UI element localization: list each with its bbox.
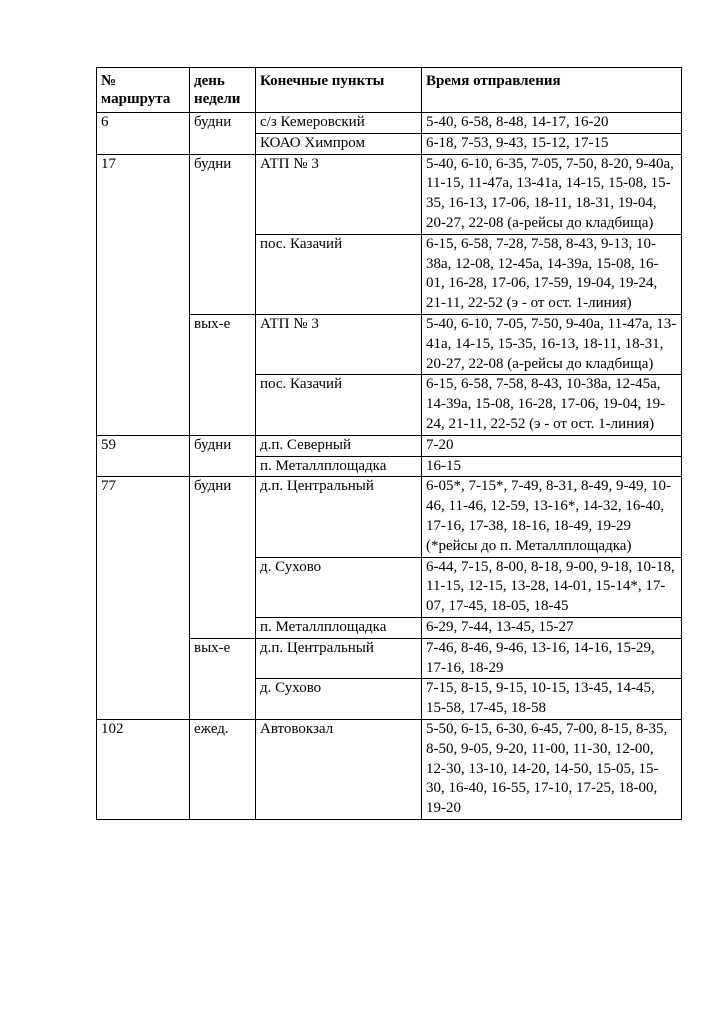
endpoint-cell: д. Сухово	[256, 679, 422, 720]
day-cell: будни	[190, 435, 256, 477]
departure-times-cell: 7-46, 8-46, 9-46, 13-16, 14-16, 15-29, 17-16, 18-29	[422, 638, 682, 679]
route-number-cell: 77	[97, 477, 190, 720]
departure-times-cell: 5-40, 6-10, 7-05, 7-50, 9-40а, 11-47а, 13-41а, 14-15, 15-35, 16-13, 18-11, 18-31, 20-27, 22-08 (а-рейсы до кладбища)	[422, 314, 682, 374]
table-row	[97, 154, 682, 234]
endpoint-cell: д.п. Центральный	[256, 477, 422, 557]
header-row	[97, 68, 682, 113]
table-row	[97, 719, 682, 819]
table-row	[97, 435, 682, 456]
header-route-number: № маршрута	[97, 68, 190, 113]
header-endpoints: Конечные пункты	[256, 68, 422, 113]
departure-times-cell: 5-50, 6-15, 6-30, 6-45, 7-00, 8-15, 8-35, 8-50, 9-05, 9-20, 11-00, 11-30, 12-00, 12-30, 13-10, 14-20, 14-50, 15-05, 15-30, 16-40, 16-55, 17-10, 17-25, 18-00, 19-20	[422, 719, 682, 819]
route-number-cell: 102	[97, 719, 190, 819]
endpoint-cell: п. Металлплощадка	[256, 617, 422, 638]
day-cell: ежед.	[190, 719, 256, 819]
table-row	[97, 113, 682, 134]
endpoint-cell: АТП № 3	[256, 154, 422, 234]
endpoint-cell: пос. Казачий	[256, 375, 422, 435]
endpoint-cell: д.п. Центральный	[256, 638, 422, 679]
departure-times-cell: 7-15, 8-15, 9-15, 10-15, 13-45, 14-45, 15-58, 17-45, 18-58	[422, 679, 682, 720]
route-number-cell: 17	[97, 154, 190, 435]
departure-times-cell: 6-15, 6-58, 7-58, 8-43, 10-38а, 12-45а, 14-39а, 15-08, 16-28, 17-06, 19-04, 19-24, 21-11, 22-52 (э - от ост. 1-линия)	[422, 375, 682, 435]
endpoint-cell: д.п. Северный	[256, 435, 422, 456]
endpoint-cell: п. Металлплощадка	[256, 456, 422, 477]
endpoint-cell: Автовокзал	[256, 719, 422, 819]
schedule-table	[96, 67, 682, 820]
endpoint-cell: АТП № 3	[256, 314, 422, 374]
table-row	[97, 477, 682, 557]
departure-times-cell: 5-40, 6-58, 8-48, 14-17, 16-20	[422, 113, 682, 134]
departure-times-cell: 16-15	[422, 456, 682, 477]
endpoint-cell: КОАО Химпром	[256, 133, 422, 154]
day-cell: вых-е	[190, 638, 256, 719]
endpoint-cell: с/з Кемеровский	[256, 113, 422, 134]
endpoint-cell: пос. Казачий	[256, 234, 422, 314]
departure-times-cell: 6-44, 7-15, 8-00, 8-18, 9-00, 9-18, 10-18, 11-15, 12-15, 13-28, 14-01, 15-14*, 17-07, 17-45, 18-05, 18-45	[422, 557, 682, 617]
departure-times-cell: 7-20	[422, 435, 682, 456]
departure-times-cell: 6-15, 6-58, 7-28, 7-58, 8-43, 9-13, 10-38а, 12-08, 12-45а, 14-39а, 15-08, 16-01, 16-28, 17-06, 17-59, 19-04, 19-24, 21-11, 22-52 (э - от ост. 1-линия)	[422, 234, 682, 314]
day-cell: вых-е	[190, 314, 256, 435]
departure-times-cell: 5-40, 6-10, 6-35, 7-05, 7-50, 8-20, 9-40а, 11-15, 11-47а, 13-41а, 14-15, 15-08, 15-35, 16-13, 17-06, 18-11, 18-31, 19-04, 20-27, 22-08 (а-рейсы до кладбища)	[422, 154, 682, 234]
departure-times-cell: 6-18, 7-53, 9-43, 15-12, 17-15	[422, 133, 682, 154]
route-number-cell: 59	[97, 435, 190, 477]
day-cell: будни	[190, 154, 256, 314]
schedule-body	[97, 113, 682, 820]
day-cell: будни	[190, 477, 256, 638]
header-day-of-week: день недели	[190, 68, 256, 113]
endpoint-cell: д. Сухово	[256, 557, 422, 617]
day-cell: будни	[190, 113, 256, 155]
header-departure-time: Время отправления	[422, 68, 682, 113]
route-number-cell: 6	[97, 113, 190, 155]
departure-times-cell: 6-05*, 7-15*, 7-49, 8-31, 8-49, 9-49, 10-46, 11-46, 12-59, 13-16*, 14-32, 16-40, 17-16, 17-38, 18-16, 18-49, 19-29 (*рейсы до п. Металлплощадка)	[422, 477, 682, 557]
departure-times-cell: 6-29, 7-44, 13-45, 15-27	[422, 617, 682, 638]
